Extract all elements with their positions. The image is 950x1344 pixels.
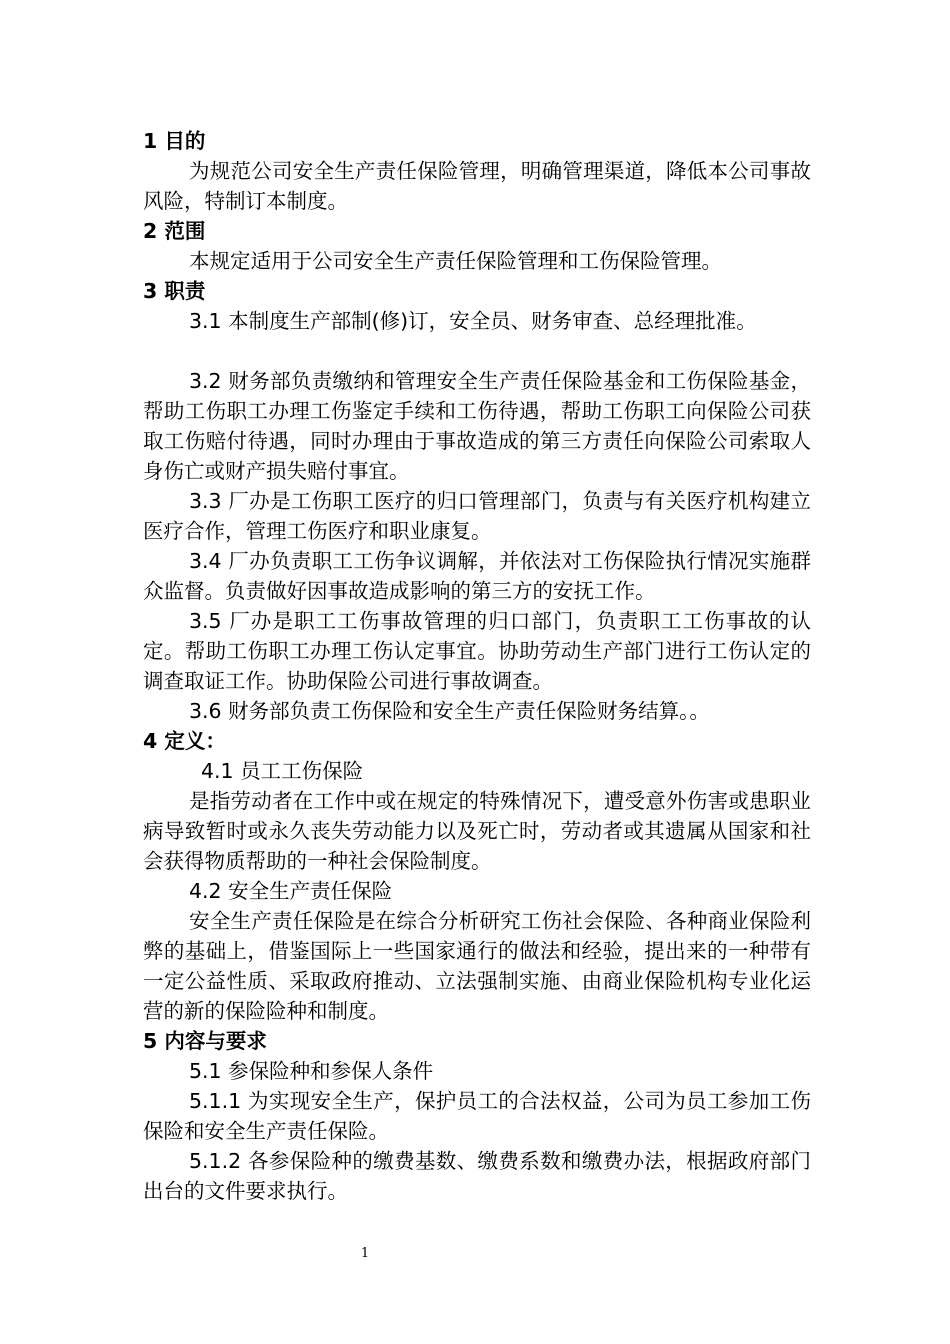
section-heading-definitions: 4 定义： bbox=[143, 729, 226, 753]
paragraph-3-4: 3.4 厂办负责职工工伤争议调解，并依法对工伤保险执行情况实施群众监督。负责做好因事故造成影响的第三方的安抚工作。 bbox=[143, 549, 811, 603]
paragraph-3-2: 3.2 财务部负责缴纳和管理安全生产责任保险基金和工伤保险基金，帮助工伤职工办理工伤鉴定手续和工伤待遇，帮助工伤职工向保险公司获取工伤赔付待遇，同时办理由于事故造成的第三方责任向保险公司索取人身伤亡或财产损失赔付事宜。 bbox=[143, 369, 811, 483]
paragraph-3-5: 3.5 厂办是职工工伤事故管理的归口部门，负责职工工伤事故的认定。帮助工伤职工办理工伤认定事宜。协助劳动生产部门进行工伤认定的调查取证工作。协助保险公司进行事故调查。 bbox=[143, 609, 811, 693]
section-heading-scope: 2 范围 bbox=[143, 219, 206, 243]
paragraph-4-2: 安全生产责任保险是在综合分析研究工伤社会保险、各种商业保险利弊的基础上，借鉴国际上一些国家通行的做法和经验，提出来的一种带有一定公益性质、采取政府推动、立法强制实施、由商业保险机构专业化运营的新的保险险种和制度。 bbox=[143, 909, 811, 1023]
section-heading-responsibilities: 3 职责 bbox=[143, 279, 206, 303]
page-number: 1 bbox=[360, 1246, 370, 1261]
paragraph-3-3: 3.3 厂办是工伤职工医疗的归口管理部门，负责与有关医疗机构建立医疗合作，管理工伤医疗和职业康复。 bbox=[143, 489, 811, 543]
paragraph-scope: 本规定适用于公司安全生产责任保险管理和工伤保险管理。 bbox=[189, 249, 722, 273]
subheading-5-1: 5.1 参保险种和参保人条件 bbox=[189, 1059, 434, 1083]
paragraph-5-1-2: 5.1.2 各参保险种的缴费基数、缴费系数和缴费办法，根据政府部门出台的文件要求执行。 bbox=[143, 1149, 811, 1203]
blank-line bbox=[143, 336, 811, 366]
paragraph-3-6: 3.6 财务部负责工伤保险和安全生产责任保险财务结算。。 bbox=[189, 699, 710, 723]
section-heading-purpose: 1 目的 bbox=[143, 129, 206, 153]
section-heading-content: 5 内容与要求 bbox=[143, 1029, 267, 1053]
subheading-4-2: 4.2 安全生产责任保险 bbox=[189, 879, 393, 903]
paragraph-3-1: 3.1 本制度生产部制(修)订，安全员、财务审查、总经理批准。 bbox=[189, 309, 757, 333]
document-body bbox=[143, 126, 811, 1206]
paragraph-5-1-1: 5.1.1 为实现安全生产，保护员工的合法权益，公司为员工参加工伤保险和安全生产责任保险。 bbox=[143, 1089, 811, 1143]
subheading-4-1: 4.1 员工工伤保险 bbox=[201, 759, 364, 783]
paragraph-purpose: 为规范公司安全生产责任保险管理，明确管理渠道，降低本公司事故风险，特制订本制度。 bbox=[143, 159, 811, 213]
paragraph-4-1: 是指劳动者在工作中或在规定的特殊情况下，遭受意外伤害或患职业病导致暂时或永久丧失劳动能力以及死亡时，劳动者或其遗属从国家和社会获得物质帮助的一种社会保险制度。 bbox=[143, 789, 811, 873]
